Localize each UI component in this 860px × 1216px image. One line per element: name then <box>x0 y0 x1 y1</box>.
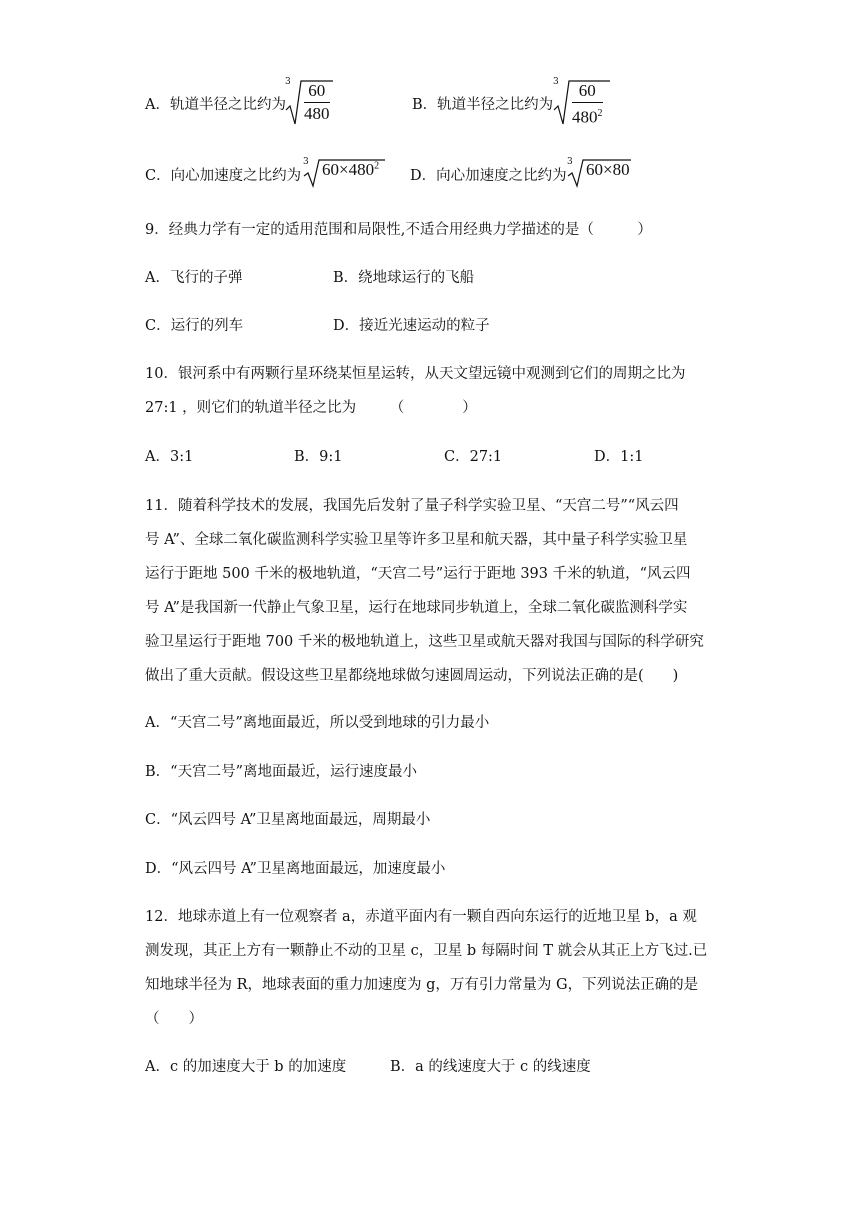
q11-option-a: A．“天宫二号”离地面最近，所以受到地球的引力最小 <box>145 715 490 731</box>
q8-option-b-radical: 3 60 $480^2$ <box>552 78 612 128</box>
q8-option-a <box>145 93 286 114</box>
q12-option-a: A．c 的加速度大于 b 的加速度 <box>145 1059 347 1075</box>
q10-option-d: D．1:1 <box>594 449 644 465</box>
q10-option-b: B．9:1 <box>294 449 343 465</box>
q11-stem-line-5: 验卫星运行于距地 700 千米的极地轨道上，这些卫星或航天器对我国与国际的科学研究 <box>145 634 704 650</box>
q11-option-c: C．“风云四号 A”卫星离地面最远，周期最小 <box>145 812 431 828</box>
q11-stem-line-1: 11．随着科学技术的发展，我国先后发射了量子科学实验卫星、“天宫二号”“风云四 <box>145 498 679 514</box>
q10-option-a: A．3:1 <box>145 449 194 465</box>
q8-option-d <box>410 164 567 185</box>
q12-stem-line-4: （ ） <box>145 1011 203 1027</box>
q9-stem: 9．经典力学有一定的适用范围和局限性,不适合用经典力学描述的是（ ） <box>145 222 652 238</box>
q10-stem-line-1: 10．银河系中有两颗行星环绕某恒星运转，从天文望远镜中观测到它们的周期之比为 <box>145 366 686 382</box>
q11-stem-line-4: 号 A”是我国新一代静止气象卫星，运行在地球同步轨道上，全球二氧化碳监测科学实 <box>145 600 688 616</box>
q8-option-c <box>145 164 301 185</box>
q9-option-a: A．飞行的子弹 <box>145 270 243 286</box>
q8-option-c-label: C．向心加速度之比约为 <box>145 168 302 184</box>
q11-option-b: B．“天宫二号”离地面最近，运行速度最小 <box>145 764 417 780</box>
q8-option-a-radical: 3 60 480 <box>284 78 334 128</box>
q9-option-d: D．接近光速运动的粒子 <box>333 318 490 334</box>
q8-option-a-label: A．轨道半径之比约为 <box>145 97 286 113</box>
q12-stem-line-1: 12．地球赤道上有一位观察者 a，赤道平面内有一颗自西向东运行的近地卫星 b，a 观 <box>145 909 697 925</box>
q9-option-b: B．绕地球运行的飞船 <box>333 270 475 286</box>
q10-stem-line-2: 27:1 ，则它们的轨道半径之比为 （ ） <box>145 400 477 416</box>
q8-option-b <box>412 93 553 114</box>
q12-option-b: B．a 的线速度大于 c 的线速度 <box>390 1059 591 1075</box>
q8-option-d-radical: 3 60×80 <box>566 158 632 188</box>
q8-option-b-label: B．轨道半径之比约为 <box>412 97 554 113</box>
q11-stem-line-3: 运行于距地 500 千米的极地轨道，“天宫二号”运行于距地 393 千米的轨道，“风云四 <box>145 566 691 582</box>
q8-option-d-label: D．向心加速度之比约为 <box>410 168 567 184</box>
q8-option-c-radical: 3 $60\times 480^2$ <box>302 158 386 188</box>
q12-stem-line-2: 测发现，其正上方有一颗静止不动的卫星 c，卫星 b 每隔时间 T 就会从其正上方飞过.已 <box>145 943 708 959</box>
q11-option-d: D．“风云四号 A”卫星离地面最远，加速度最小 <box>145 861 446 877</box>
q11-stem-line-2: 号 A”、全球二氧化碳监测科学实验卫星等许多卫星和航天器，其中量子科学实验卫星 <box>145 532 688 548</box>
q11-stem-line-6: 做出了重大贡献。假设这些卫星都绕地球做匀速圆周运动，下列说法正确的是( ) <box>145 668 679 684</box>
q10-option-c: C．27:1 <box>444 449 503 465</box>
q12-stem-line-3: 知地球半径为 R，地球表面的重力加速度为 g，万有引力常量为 G，下列说法正确的是 <box>145 977 699 993</box>
q9-option-c: C．运行的列车 <box>145 318 244 334</box>
